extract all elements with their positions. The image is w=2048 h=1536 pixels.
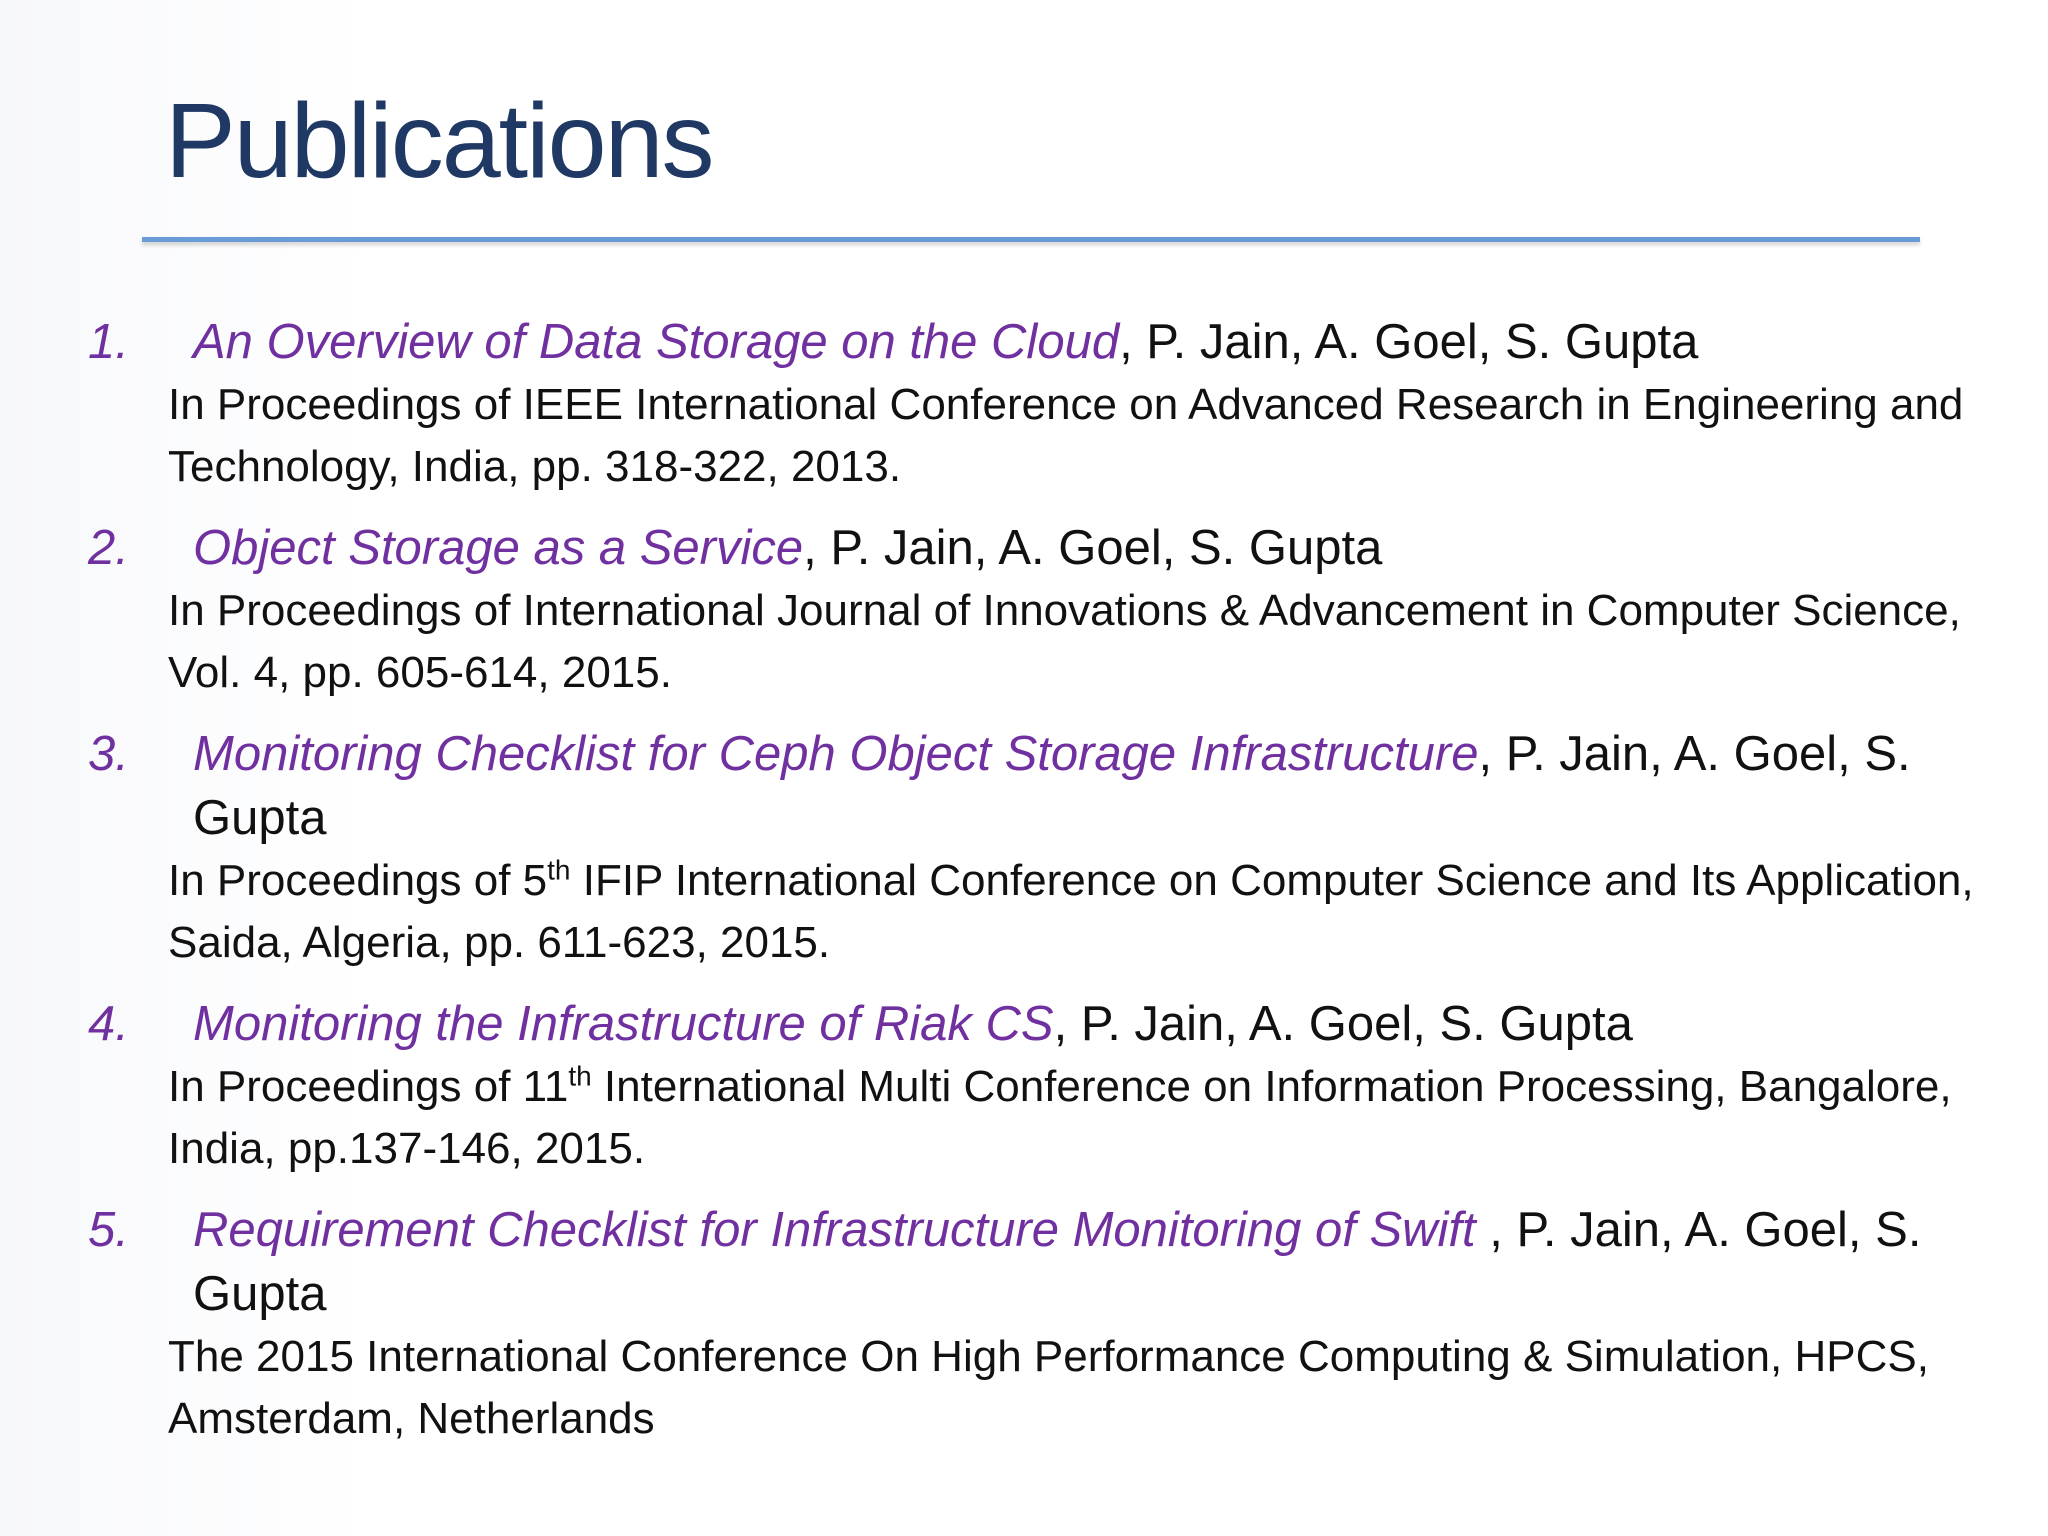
publication-title: Monitoring Checklist for Ceph Object Storage Infrastructure [193, 727, 1479, 781]
publication-number: 5. [88, 1203, 129, 1257]
publication-heading [88, 722, 2008, 850]
publication-authors: , P. Jain, A. Goel, S. Gupta [193, 1203, 1922, 1321]
publication-item [88, 722, 2008, 974]
publication-item [88, 310, 2008, 498]
publication-item [88, 516, 2008, 704]
publication-heading [88, 992, 2008, 1056]
publication-heading [88, 516, 2008, 580]
publication-item [88, 992, 2008, 1180]
publication-venue: In Proceedings of International Journal of Innovations & Advancement in Computer Science, Vol. 4, pp. 605-614, 2015. [168, 586, 1961, 697]
publication-authors: , P. Jain, A. Goel, S. Gupta [193, 727, 1911, 845]
publication-venue: The 2015 International Conference On High Performance Computing & Simulation, HPCS, Amsterdam, Netherlands [168, 1332, 1929, 1443]
slide-title: Publications [165, 82, 713, 200]
publication-venue: In Proceedings of 11th International Multi Conference on Information Processing, Bangalore, India, pp.137-146, 2015. [168, 1060, 1952, 1173]
publication-venue: In Proceedings of 5th IFIP International Conference on Computer Science and Its Application, Saida, Algeria, pp. 611-623, 2015. [168, 854, 1974, 967]
publication-number: 1. [88, 315, 129, 369]
title-divider [142, 237, 1920, 242]
publication-heading [88, 1198, 2008, 1326]
publication-list [88, 310, 2008, 1468]
publication-authors: , P. Jain, A. Goel, S. Gupta [1053, 997, 1633, 1051]
publication-title: An Overview of Data Storage on the Cloud [193, 315, 1120, 369]
publication-item [88, 1198, 2008, 1450]
publication-heading [88, 310, 2008, 374]
publication-title: Monitoring the Infrastructure of Riak CS [193, 997, 1054, 1051]
publication-number: 3. [88, 727, 129, 781]
publication-authors: , P. Jain, A. Goel, S. Gupta [1119, 315, 1699, 369]
publication-title: Object Storage as a Service [193, 521, 804, 575]
publication-authors: , P. Jain, A. Goel, S. Gupta [803, 521, 1383, 575]
publication-number: 4. [88, 997, 129, 1051]
publication-title: Requirement Checklist for Infrastructure Monitoring of Swift [193, 1203, 1490, 1257]
publication-venue: In Proceedings of IEEE International Conference on Advanced Research in Engineering and Technology, India, pp. 318-322, 2013. [168, 380, 1964, 491]
publication-number: 2. [88, 521, 129, 575]
